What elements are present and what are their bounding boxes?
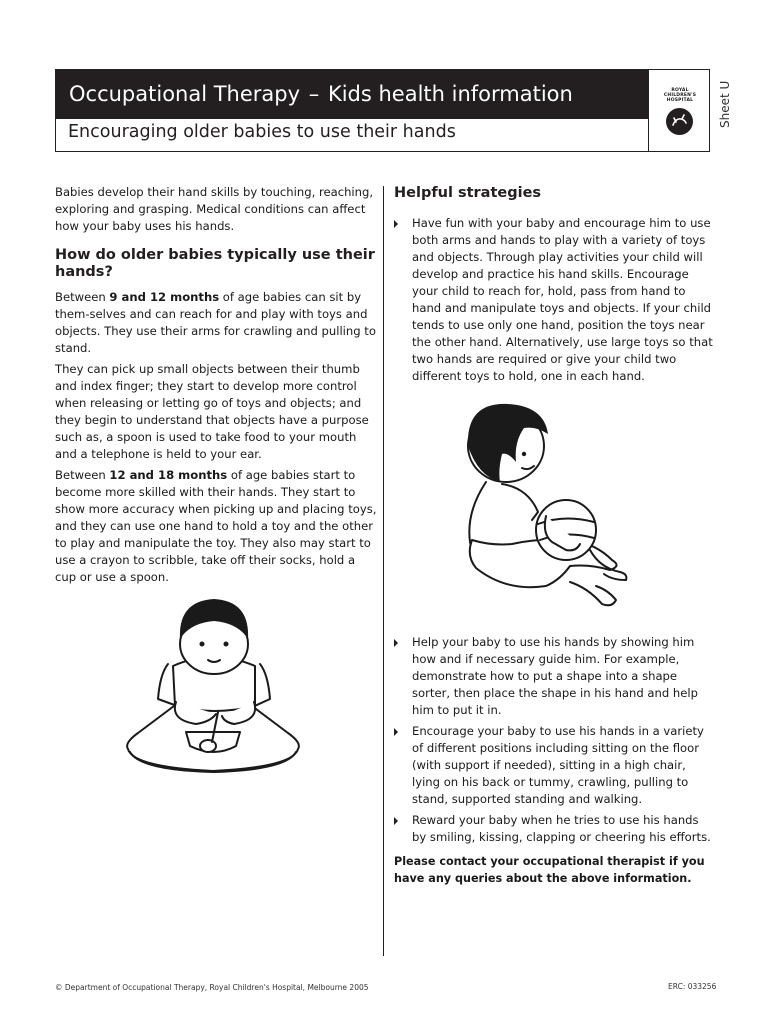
right-column-lower [394,634,714,850]
page-subtitle: Encouraging older babies to use their hands [68,122,456,142]
title-dash: – [308,82,320,106]
logo-line-2: CHILDREN'S [663,93,697,98]
list-item-text: Help your baby to use his hands by showing him how and if necessary guide him. For example, demonstrate how to put a shape into a shape sorter, then place the shape in his hand and help him to put it in. [412,635,698,717]
paragraph-12-18-months [55,467,377,586]
strategy-list-bottom [394,634,714,846]
baby-with-ball-illustration [460,400,630,620]
paragraph-small-objects: They can pick up small objects between their thumb and index finger; they start to develop more control when releasing or letting go of toys and objects; and they begin to understand that objects have a purpose such as, a spoon is used to take food to your mouth and a telephone is held to your ear. [55,362,369,461]
list-item [394,723,714,808]
footer-code: ERC: 033256 [668,982,717,991]
contact-note: Please contact your occupational therapist if you have any queries about the above information. [394,855,705,885]
title-main: Occupational Therapy [69,82,301,106]
strategy-list-top [394,215,714,385]
header-box [55,69,710,152]
bullet-icon [394,639,398,647]
child-eating-illustration [118,594,310,786]
intro-paragraph: Babies develop their hand skills by touching, reaching, exploring and grasping. Medical conditions can affect how your baby uses his hands. [55,185,374,233]
p1-text-after: of age babies can sit by them-selves and can reach for and play with toys and objects. They use their arms for crawling and pulling to stand. [55,290,376,355]
right-column [394,184,714,389]
list-item-text: Encourage your baby to use his hands in a variety of different positions including sitting on the floor (with support if needed), sitting in a high chair, lying on his back or tummy, crawling, pulling to stand, supported standing and walking. [412,724,704,806]
p1-age-range: 9 and 12 months [109,290,220,304]
logo-emblem-icon [666,108,693,135]
p3-text-after: of age babies start to become more skilled with their hands. They start to show more accuracy when picking up and placing toys, and they can use one hand to hold a toy and the other to play and manipulate the toy. They also may start to use a crayon to scribble, take off their socks, hold a cup or use a spoon. [55,468,377,584]
bullet-icon [394,817,398,825]
list-item-text: Have fun with your baby and encourage him to use both arms and hands to play with a variety of toys and objects. Through play activities your child will develop and practice his hand skills. Encourage your child to reach for, hold, pass from hand to hand and manipulate toys and objects. If your child tends to use only one hand, position the toys near the other hand. Alternatively, use large toys so that two hands are required or give your child two different toys to hold, one in each hand. [412,216,713,383]
bullet-icon [394,220,398,228]
hospital-logo [648,70,710,152]
logo-text [649,88,711,103]
list-item [394,634,714,719]
list-item [394,812,714,846]
sheet-label: Sheet U [718,80,732,128]
p3-age-range: 12 and 18 months [109,468,228,482]
section-heading-strategies: Helpful strategies [394,185,542,201]
list-item-text: Reward your baby when he tries to use his hands by smiling, kissing, clapping or cheering his efforts. [412,813,711,844]
left-column [55,184,377,590]
title-sub: Kids health information [327,82,573,106]
list-item [394,215,714,385]
footer-copyright: © Department of Occupational Therapy, Royal Children's Hospital, Melbourne 2005 [55,983,369,992]
p3-text-before: Between [55,468,110,482]
paragraph-9-12-months [55,289,377,357]
title-bar [56,70,648,119]
bullet-icon [394,728,398,736]
p1-text-before: Between [55,290,110,304]
column-divider [383,186,384,956]
section-heading-how: How do older babies typically use their hands? [55,247,375,280]
logo-line-3: HOSPITAL [666,98,694,103]
logo-line-1: ROYAL [671,88,689,93]
